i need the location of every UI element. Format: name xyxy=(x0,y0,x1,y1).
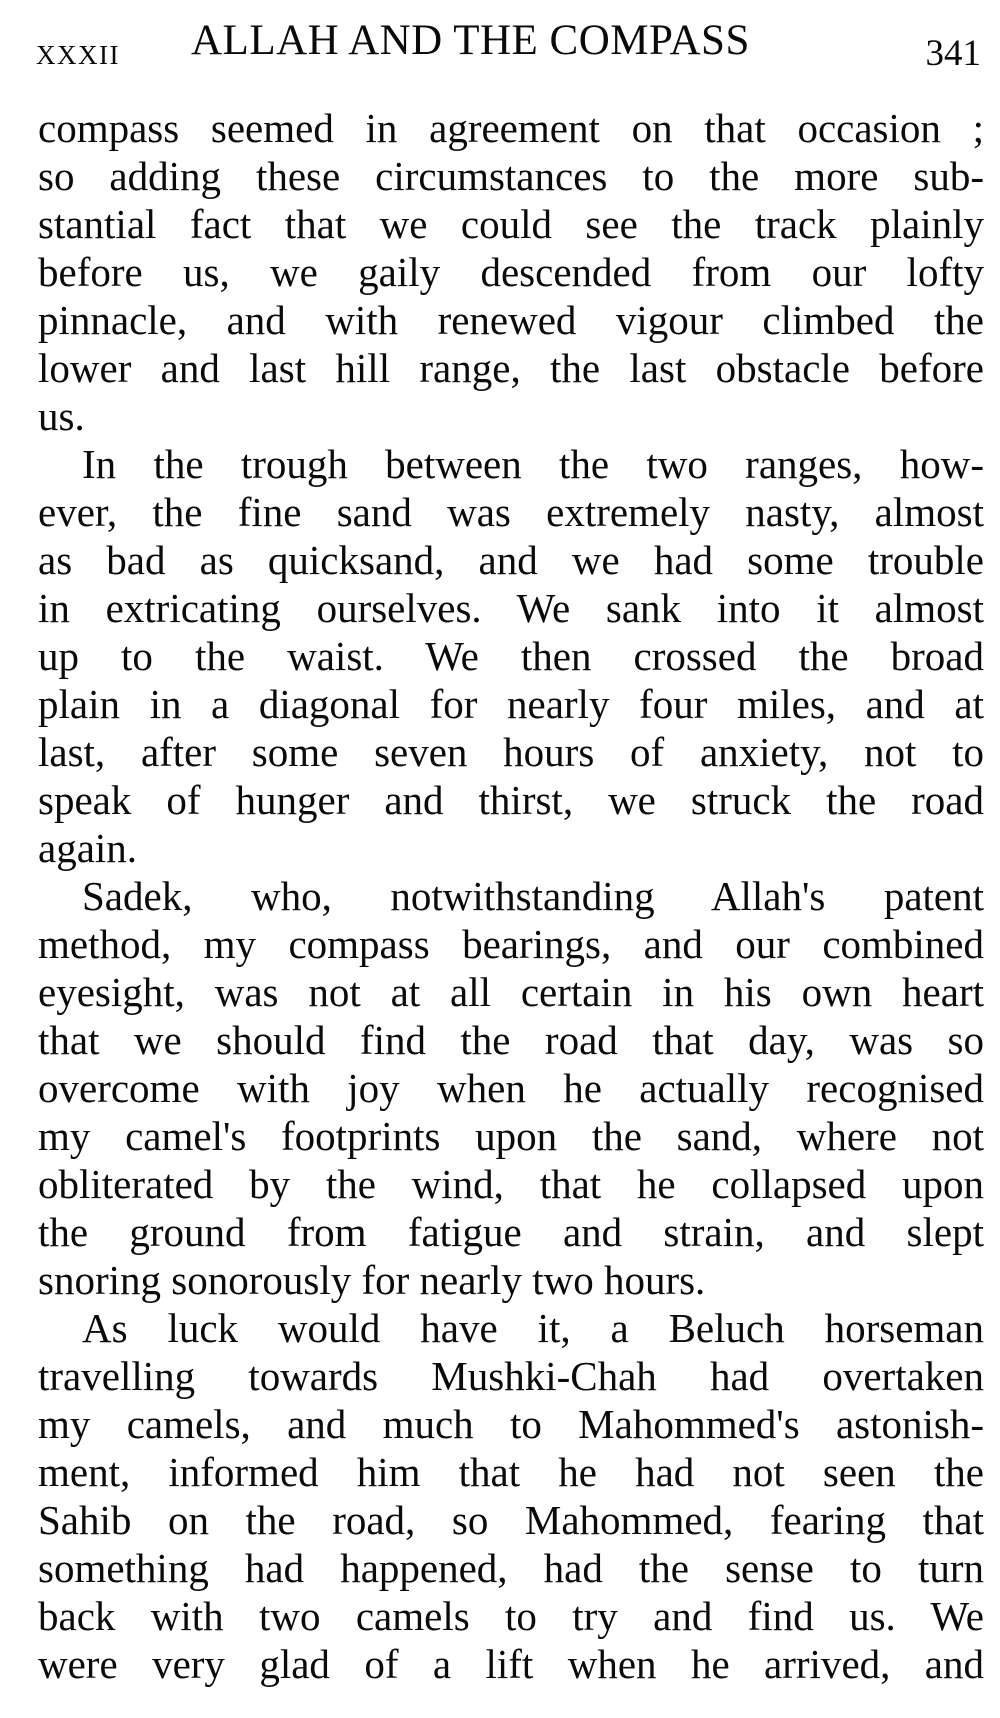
text-line: back with two camels to try and find us. We xyxy=(38,1593,984,1639)
text-line: ever, the fine sand was extremely nasty, almost xyxy=(38,489,984,535)
text-line: speak of hunger and thirst, we struck the road xyxy=(38,777,984,823)
text-line: Sahib on the road, so Mahommed, fearing that xyxy=(38,1497,984,1543)
text-line: snoring sonorously for nearly two hours. xyxy=(38,1257,706,1303)
text-line: ment, informed him that he had not seen the xyxy=(38,1449,984,1495)
text-line: travelling towards Mushki-Chah had overtaken xyxy=(38,1353,984,1399)
text-line: overcome with joy when he actually recognised xyxy=(38,1065,984,1111)
text-line: were very glad of a lift when he arrived, and xyxy=(38,1641,984,1687)
text-line: us. xyxy=(38,393,85,439)
text-line: again. xyxy=(38,825,138,871)
text-line: my camel's footprints upon the sand, where not xyxy=(38,1113,984,1159)
text-line: method, my compass bearings, and our combined xyxy=(38,921,984,967)
text-line: before us, we gaily descended from our lofty xyxy=(38,249,984,295)
text-line: as bad as quicksand, and we had some trouble xyxy=(38,537,984,583)
paragraph-first-line: In the trough between the two ranges, how- xyxy=(82,441,984,487)
chapter-number: XXXII xyxy=(36,40,120,70)
page-number: 341 xyxy=(925,33,981,74)
text-line: something had happened, had the sense to turn xyxy=(38,1545,984,1591)
text-line: lower and last hill range, the last obstacle before xyxy=(38,345,984,391)
text-line: pinnacle, and with renewed vigour climbed the xyxy=(38,297,984,343)
paragraph-first-line: As luck would have it, a Beluch horseman xyxy=(82,1305,984,1351)
text-line: in extricating ourselves. We sank into it almost xyxy=(38,585,984,631)
text-line: stantial fact that we could see the track plainly xyxy=(38,201,984,247)
running-title: ALLAH AND THE COMPASS xyxy=(191,17,750,64)
text-line: my camels, and much to Mahommed's astonish- xyxy=(38,1401,984,1447)
running-head xyxy=(36,16,981,76)
paragraph-first-line: Sadek, who, notwithstanding Allah's patent xyxy=(82,873,984,919)
text-line: obliterated by the wind, that he collapsed upon xyxy=(38,1161,984,1207)
text-line: the ground from fatigue and strain, and slept xyxy=(38,1209,984,1255)
text-line: eyesight, was not at all certain in his own heart xyxy=(38,969,984,1015)
text-line: that we should find the road that day, was so xyxy=(38,1017,984,1063)
text-line: so adding these circumstances to the more sub- xyxy=(38,153,984,199)
text-line: up to the waist. We then crossed the broad xyxy=(38,633,984,679)
text-line: last, after some seven hours of anxiety, not to xyxy=(38,729,984,775)
body-text xyxy=(38,104,984,1688)
text-line: plain in a diagonal for nearly four miles, and at xyxy=(38,681,984,727)
text-line: compass seemed in agreement on that occasion ; xyxy=(38,105,984,151)
